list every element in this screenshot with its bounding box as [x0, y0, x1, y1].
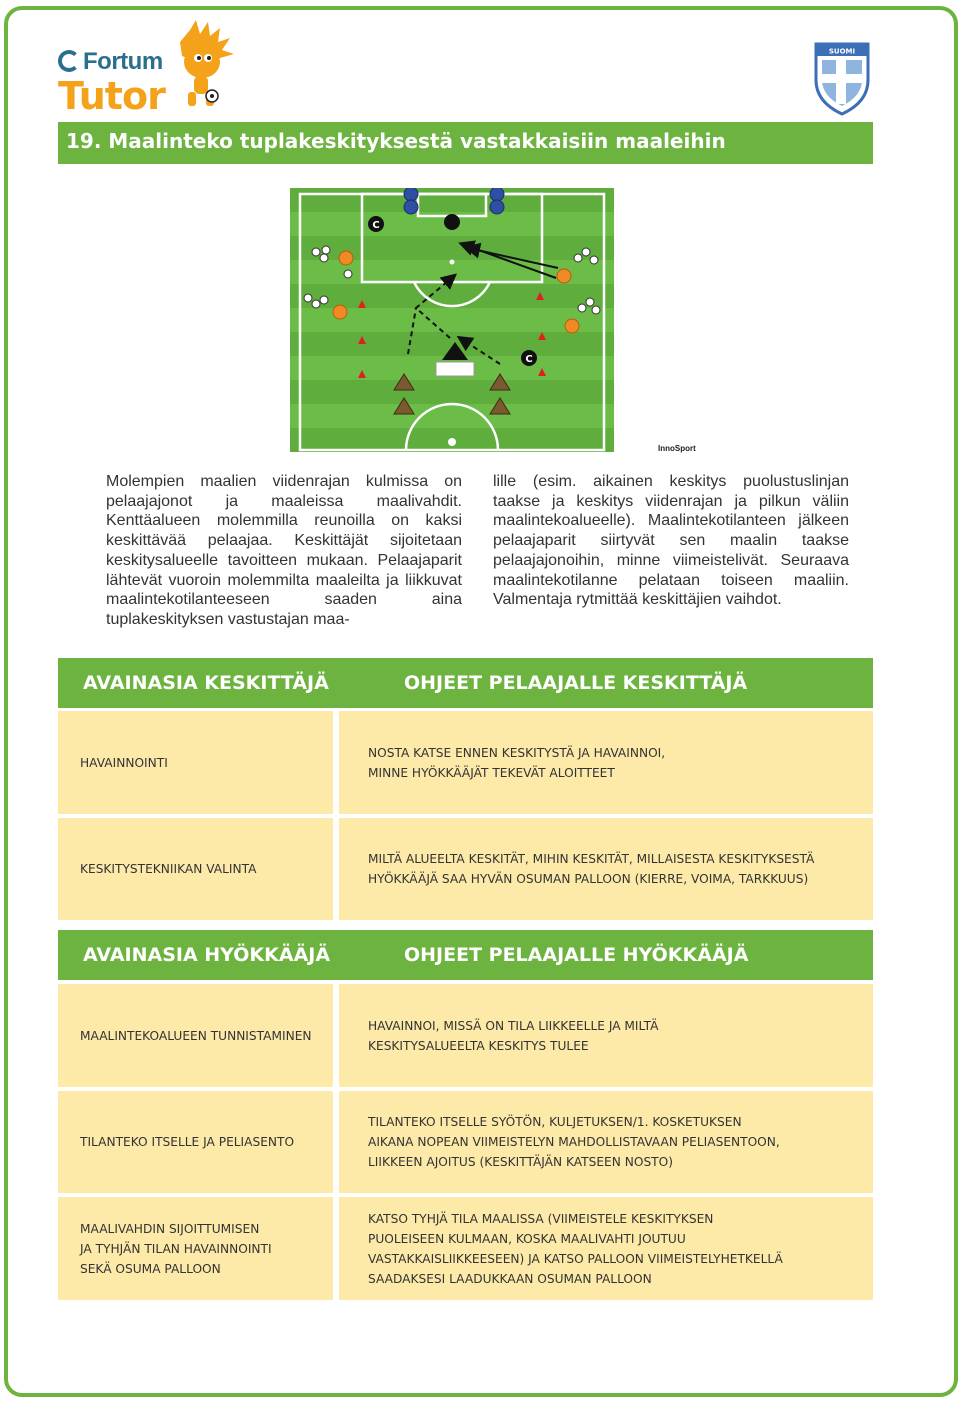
svg-text:C: C: [525, 354, 533, 365]
table-header-crosser: [58, 658, 873, 708]
goalkeeper-icon: [444, 214, 460, 230]
table-row-value: TILANTEKO ITSELLE SYÖTÖN, KULJETUKSEN/1. KOSKETUKSEN AIKANA NOPEAN VIIMEISTELYN MAHDOLLISTAVAAN PELIASENTOON, LIIKKEEN AJOITUS (KESKITTÄJÄN KATSEEN NOSTO): [339, 1091, 873, 1193]
mascot-icon: [160, 20, 240, 112]
pitch-diagram: [290, 188, 614, 452]
small-goal-icon: [436, 362, 474, 376]
table-header-left: AVAINASIA HYÖKKÄÄJÄ: [83, 944, 331, 966]
table-row-value: HAVAINNOI, MISSÄ ON TILA LIIKKEELLE JA MILTÄ KESKITYSALUEELTA KESKITYS TULEE: [339, 984, 873, 1087]
table-header-right: OHJEET PELAAJALLE HYÖKKÄÄJÄ: [404, 944, 749, 966]
suomi-crest-icon: [812, 40, 872, 116]
svg-text:C: C: [372, 220, 380, 231]
svg-text:SUOMI: SUOMI: [828, 47, 856, 56]
table-row-key: KESKITYSTEKNIIKAN VALINTA: [58, 818, 333, 920]
table-header-striker: [58, 930, 873, 980]
diagram-credit: InnoSport: [658, 444, 696, 453]
table-row-value: NOSTA KATSE ENNEN KESKITYSTÄ JA HAVAINNOI, MINNE HYÖKKÄÄJÄT TEKEVÄT ALOITTEET: [339, 711, 873, 814]
fortum-logo: Fortum: [58, 48, 163, 76]
exercise-title: 19. Maalinteko tuplakeskityksestä vastakkaisiin maaleihin: [66, 129, 726, 153]
table-row-key: MAALINTEKOALUEEN TUNNISTAMINEN: [58, 984, 333, 1087]
table-row-value: KATSO TYHJÄ TILA MAALISSA (VIIMEISTELE KESKITYKSEN PUOLEISEEN KULMAAN, KOSKA MAALIVAHTI JOUTUU VASTAKKAISLIIKKEESEEN) JA KATSO PALLOON VIIMEISTELYHETKELLÄ SAADAKSESI LAADUKKAAN OSUMAN PALLOON: [339, 1197, 873, 1300]
table-row-value: MILTÄ ALUEELTA KESKITÄT, MIHIN KESKITÄT, MILLAISESTA KESKITYKSESTÄ HYÖKKÄÄJÄ SAA HYVÄN OSUMAN PALLOON (KIERRE, VOIMA, TARKKUUS): [339, 818, 873, 920]
table-row-key: HAVAINNOINTI: [58, 711, 333, 814]
exercise-title-bar: [58, 122, 873, 164]
table-row-key: MAALIVAHDIN SIJOITTUMISEN JA TYHJÄN TILAN HAVAINNOINTI SEKÄ OSUMA PALLOON: [58, 1197, 333, 1300]
tutor-logo: Tutor: [58, 74, 165, 118]
table-header-left: AVAINASIA KESKITTÄJÄ: [83, 672, 329, 694]
description-right: lille (esim. aikainen keskitys puolustuslinjan taakse ja keskitys viidenrajan ja pilkun väliin maalintekoalueelle). Maalintekotilanteen jälkeen pelaajaparit siirtyvät sen maalin taakse pelaajajonoihin, minne viimeistelivät. Seuraava maalintekotilanne pelataan toiseen maaliin. Valmentaja rytmittää keskittäjien vaihdot.: [493, 473, 849, 609]
description-left: Molempien maalien viidenrajan kulmissa on pelaajajonot ja maaleissa maalivahdit. Kenttäalueen molemmilla reunoilla on kaksi keskittävää pelaajaa. Keskittäjät sijoitetaan keskitysalueelle tavoitteen mukaan. Pelaajaparit lähtevät vuoroin molemmilta maaleilta ja liikkuvat maalintekotilanteeseen saaden aina tuplakeskityksen vastustajan maa-: [106, 473, 462, 628]
table-header-right: OHJEET PELAAJALLE KESKITTÄJÄ: [404, 672, 748, 694]
table-row-key: TILANTEKO ITSELLE JA PELIASENTO: [58, 1091, 333, 1193]
